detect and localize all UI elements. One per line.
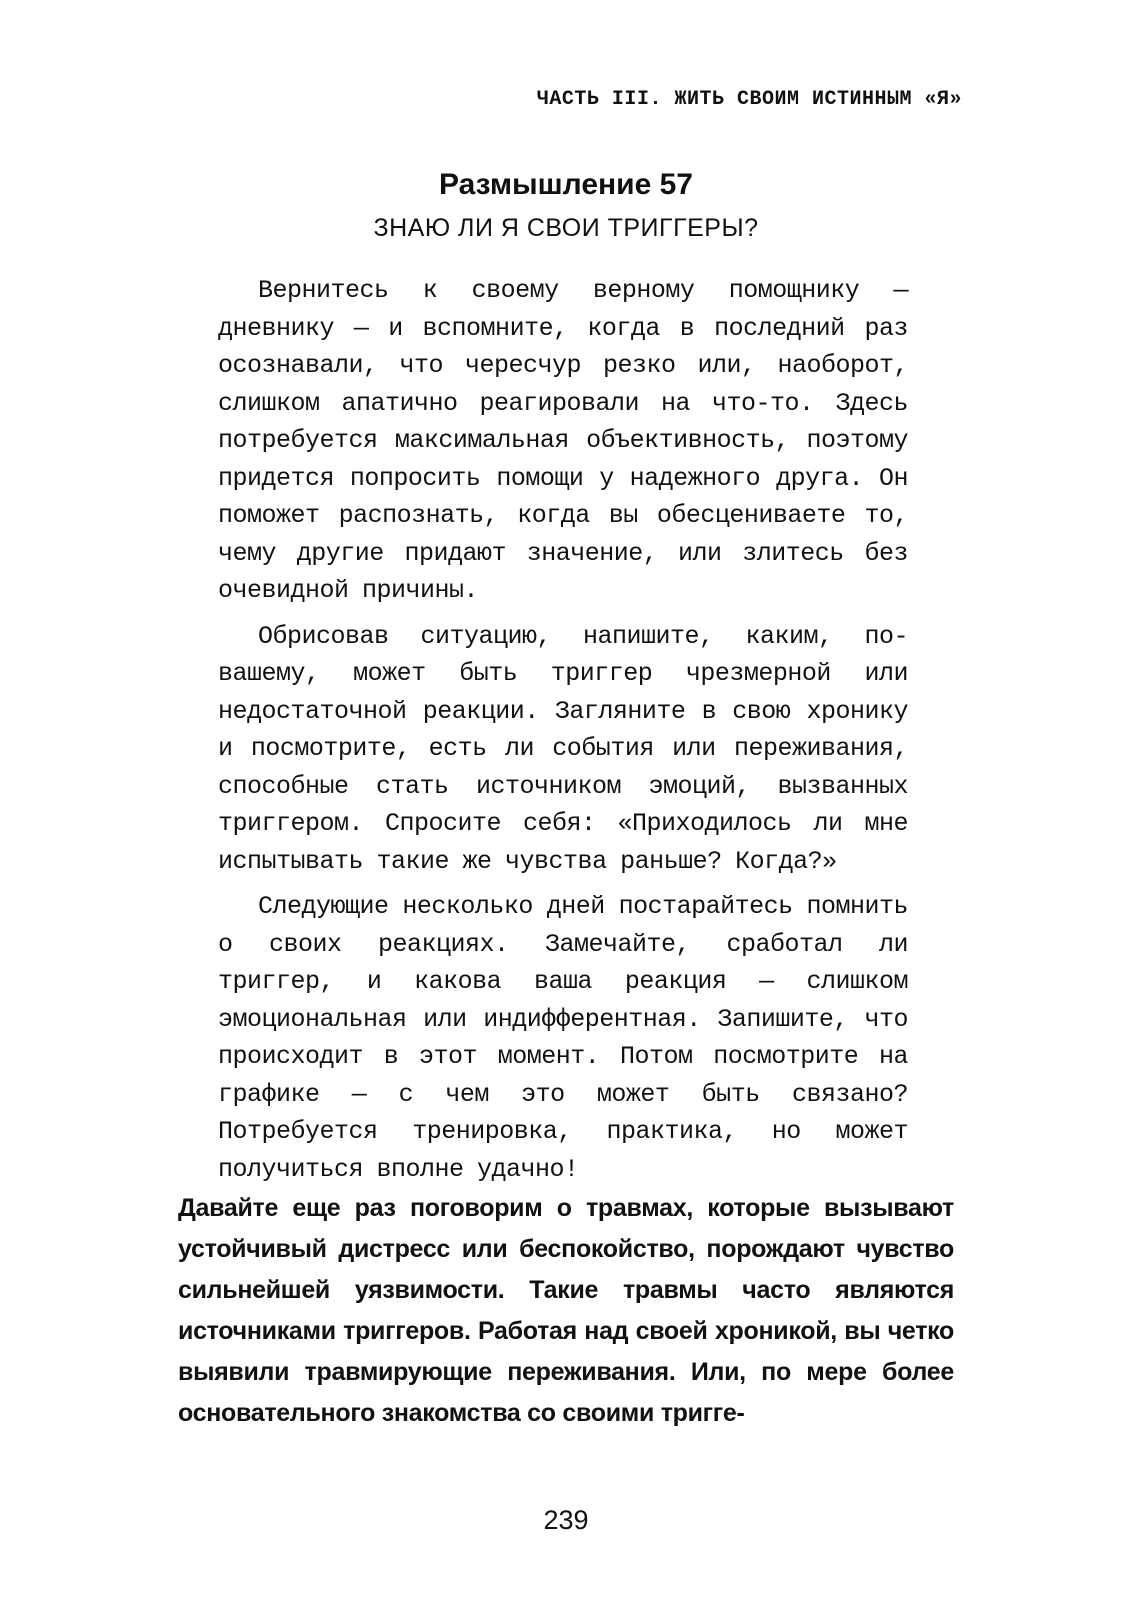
body-paragraph: Давайте еще раз поговорим о травмах, которые вызывают устойчивый дистресс или беспокойство, порождают чувство сильнейшей уязвимости. Такие травмы часто являются источниками триггеров. Работая над своей хроникой, вы четко выявили травмирующие переживания. Или, по мере более основательного знакомства со своими тригге- (178, 1194, 954, 1427)
exercise-paragraph: Вернитесь к своему верному помощнику — дневнику — и вспомните, когда в последний раз осознавали, что чересчур резко или, наоборот, слишком апатично реагировали на что-то. Здесь потребуется максимальная объективность, поэтому придется попросить помощи у надежного друга. Он поможет распознать, когда вы обесцениваете то, чему другие придают значение, или злитесь без очевидной причины. (218, 276, 908, 605)
exercise-block (218, 272, 908, 1188)
exercise-paragraph: Следующие несколько дней постарайтесь помнить о своих реакциях. Замечайте, сработал ли триггер, и какова ваша реакция — слишком эмоциональная или индифферентная. Запишите, что происходит в этот момент. Потом посмотрите на графике — с чем это может быть связано? Потребуется тренировка, практика, но может получиться вполне удачно! (218, 892, 908, 1184)
section-title: Размышление 57 (439, 168, 693, 201)
main-text-block (178, 1188, 954, 1434)
page-number: 239 (543, 1505, 589, 1535)
section-subtitle: ЗНАЮ ЛИ Я СВОИ ТРИГГЕРЫ? (373, 214, 759, 242)
running-head: ЧАСТЬ III. ЖИТЬ СВОИМ ИСТИННЫМ «Я» (536, 88, 962, 111)
exercise-paragraph: Обрисовав ситуацию, напишите, каким, по-вашему, может быть триггер чрезмерной или недостаточной реакции. Загляните в свою хронику и посмотрите, есть ли события или переживания, способные стать источником эмоций, вызванных триггером. Спросите себя: «Приходилось ли мне испытывать такие же чувства раньше? Когда?» (218, 621, 908, 876)
